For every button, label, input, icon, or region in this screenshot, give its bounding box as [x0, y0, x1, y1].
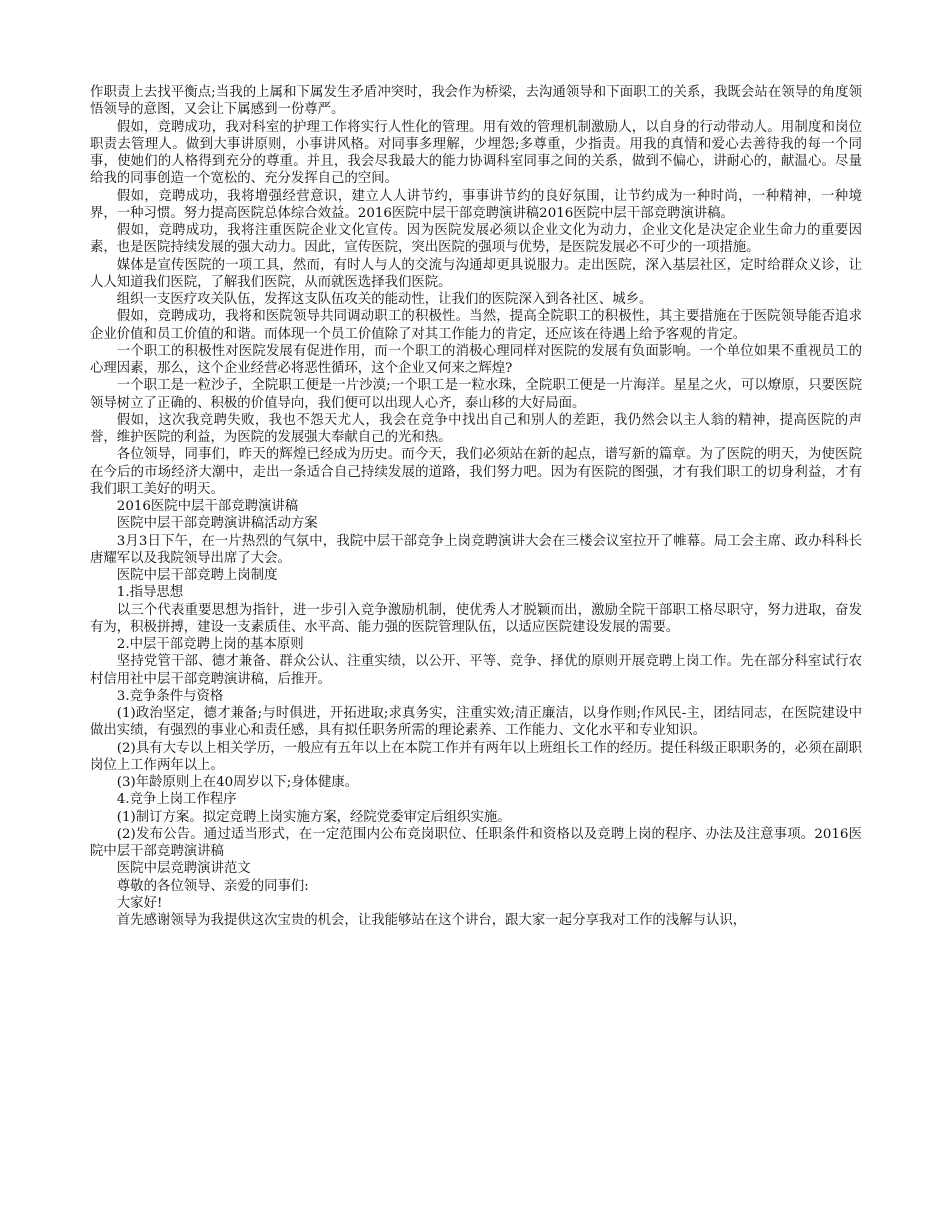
paragraph: 假如，这次我竞聘失败，我也不怨天尤人，我会在竞争中找出自己和别人的差距，我仍然会以主人翁的精神，提高医院的声誉，维护医院的利益，为医院的发展强大奉献自己的光和热。 [90, 412, 862, 445]
list-item: (1)政治坚定，德才兼备;与时俱进，开拓进取;求真务实，注重实效;清正廉洁，以身作则;作风民-主，团结同志，在医院建设中做出实绩，有强烈的事业心和责任感，具有拟任职务所需的理论素养、工作能力、文化水平和专业知识。 [90, 706, 862, 739]
paragraph: 一个职工的积极性对医院发展有促进作用，而一个职工的消极心理同样对医院的发展有负面影响。一个单位如果不重视员工的心理因素，那么，这个企业经营必将恶性循环，这个企业又何来之辉煌? [90, 343, 862, 376]
paragraph: 以三个代表重要思想为指针，进一步引入竞争激励机制，使优秀人才脱颖而出，激励全院干部职工格尽职守，努力进取，奋发有为，积极拼搏，建设一支素质佳、水平高、能力强的医院管理队伍，以适应医院建设发展的需要。 [90, 602, 862, 635]
paragraph: 假如，竞聘成功，我将增强经营意识，建立人人讲节约，事事讲节约的良好氛围，让节约成为一种时尚，一种精神，一种境界，一种习惯。努力提高医院总体综合效益。2016医院中层干部竞聘演讲稿2016医院中层干部竞聘演讲稿。 [90, 188, 862, 221]
list-item: (3)年龄原则上在40周岁以下;身体健康。 [116, 775, 359, 790]
section-title: 医院中层干部竞聘上岗制度 [116, 568, 278, 583]
paragraph: 3月3日下午，在一片热烈的气氛中，我院中层干部竞争上岗竞聘演讲大会在三楼会议室拉开了帷幕。局工会主席、政办科科长唐耀军以及我院领导出席了大会。 [90, 533, 862, 566]
paragraph: 坚持党管干部、德才兼备、群众公认、注重实绩，以公开、平等、竞争、择优的原则开展竞聘上岗工作。先在部分科室试行农村信用社中层干部竞聘演讲稿，后推开。 [90, 654, 862, 687]
list-item: (2)发布公告。通过适当形式，在一定范围内公布竞岗职位、任职条件和资格以及竞聘上岗的程序、办法及注意事项。2016医院中层干部竞聘演讲稿 [90, 826, 862, 859]
paragraph: 一个职工是一粒沙子，全院职工便是一片沙漠;一个职工是一粒水珠，全院职工便是一片海洋。星星之火，可以燎原，只要医院领导树立了正确的、积极的价值导向，我们便可以出现人心齐，泰山移的大好局面。 [90, 378, 862, 411]
paragraph: 首先感谢领导为我提供这次宝贵的机会，让我能够站在这个讲台，跟大家一起分享我对工作的浅解与认识， [116, 913, 747, 928]
numbered-heading: 2.中层干部竞聘上岗的基本原则 [116, 637, 304, 652]
paragraph: 假如，竞聘成功，我对科室的护理工作将实行人性化的管理。用有效的管理机制激励人，以自身的行动带动人。用制度和岗位职责去管理人。做到大事讲原则，小事讲风格。对同事多理解，少埋怨;多尊重，少指责。用我的真情和爱心去善待我的每一个同事，使她们的人格得到充分的尊重。并且，我会尽我最大的能力协调科室同事之间的关系，做到不偏心，讲耐心的，献温心。尽量给我的同事创造一个宽松的、充分发挥自己的空间。 [90, 119, 862, 187]
paragraph: 作职责上去找平衡点;当我的上属和下属发生矛盾冲突时，我会作为桥梁，去沟通领导和下面职工的关系，我既会站在领导的角度领悟领导的意图，又会让下属感到一份尊严。 [90, 85, 862, 118]
numbered-heading: 4.竞争上岗工作程序 [116, 792, 237, 808]
paragraph: 组织一支医疗攻关队伍，发挥这支队伍攻关的能动性，让我们的医院深入到各社区、城乡。 [116, 292, 653, 307]
numbered-heading: 1.指导思想 [116, 585, 184, 601]
paragraph: 假如，竞聘成功，我将注重医院企业文化宣传。因为医院发展必须以企业文化为动力，企业文化是决定企业生命力的重要因素，也是医院持续发展的强大动力。因此，宣传医院，突出医院的强项与优势，是医院发展必不可少的一项措施。 [90, 223, 862, 256]
numbered-heading: 3.竞争条件与资格 [116, 688, 224, 704]
list-item: (2)具有大专以上相关学历，一般应有五年以上在本院工作并有两年以上班组长工作的经历。提任科级正职职务的，必须在副职岗位上工作两年以上。 [90, 740, 862, 773]
section-title: 医院中层竞聘演讲范文 [116, 861, 251, 877]
section-title: 医院中层干部竞聘演讲稿活动方案 [116, 516, 318, 532]
list-item: (1)制订方案。拟定竞聘上岗实施方案，经院党委审定后组织实施。 [116, 809, 511, 825]
paragraph: 各位领导，同事们，昨天的辉煌已经成为历史。而今天，我们必须站在新的起点，谱写新的篇章。为了医院的明天，为使医院在今后的市场经济大潮中，走出一条适合自己持续发展的道路，我们努力吧。因为有医院的图强，才有我们职工的切身利益，才有我们职工美好的明天。 [90, 447, 862, 497]
paragraph: 媒体是宣传医院的一项工具，然而，有时人与人的交流与沟通却更具说服力。走出医院，深入基层社区，定时给群众义诊，让人人知道我们医院，了解我们医院，从而就医选择我们医院。 [90, 257, 862, 290]
paragraph: 假如，竞聘成功，我将和医院领导共同调动职工的积极性。当然，提高全院职工的积极性，其主要措施在于医院领导能否追求企业价值和员工价值的和谐。而体现一个员工价值除了对其工作能力的肯定，还应该在待遇上给予客观的肯定。 [90, 309, 862, 342]
greeting: 尊敬的各位领导、亲爱的同事们: [116, 878, 309, 894]
section-title: 2016医院中层干部竞聘演讲稿 [116, 499, 299, 514]
greeting: 大家好! [116, 895, 163, 911]
document-body [90, 84, 862, 929]
